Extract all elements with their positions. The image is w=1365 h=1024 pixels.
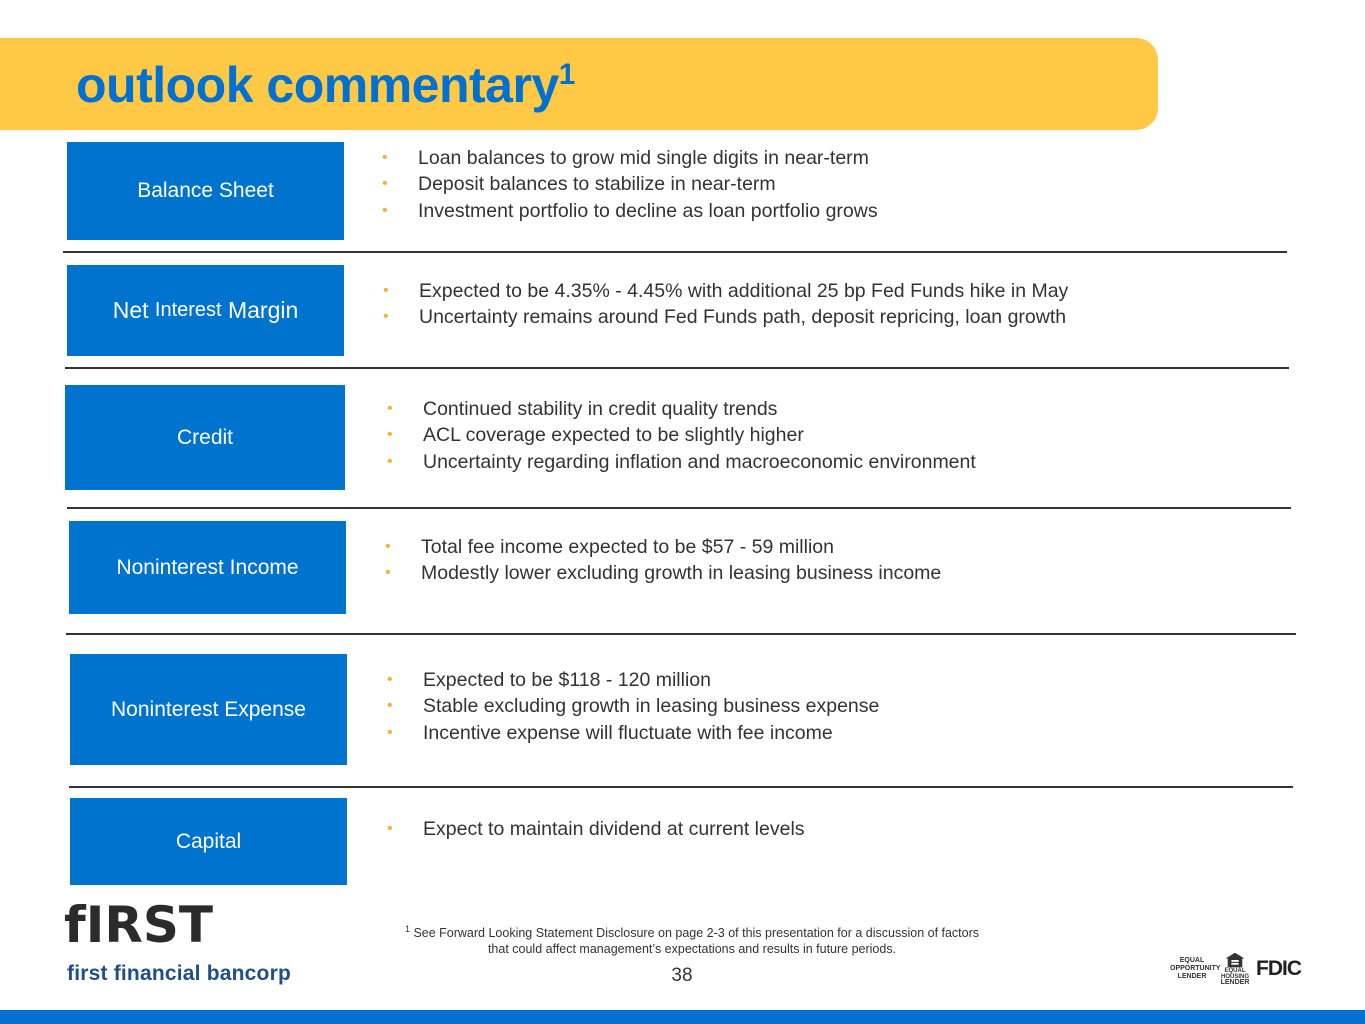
noninterest-expense-bullets	[387, 667, 879, 746]
bullet-icon: •	[383, 282, 389, 299]
footnote: $^1$ See Forward Looking Statement Disclosure on page 2-3 of this presentation for a discussion of factors that could affect management’s expectations and results in future periods.	[404, 924, 980, 957]
divider	[66, 633, 1296, 635]
bullet-icon: •	[387, 426, 393, 444]
capital-bullets	[387, 816, 805, 842]
list-item: • Expected to be $118 - 120 million	[387, 667, 879, 693]
bullet-icon: •	[385, 538, 391, 555]
section-label-net-interest-margin: Net Interest Margin	[67, 265, 344, 356]
bullet-icon: •	[387, 671, 393, 688]
list-item: • Deposit balances to stabilize in near-term	[382, 171, 878, 197]
divider	[69, 786, 1293, 788]
section-label-balance-sheet: Balance Sheet	[67, 142, 344, 240]
section-label-noninterest-expense: Noninterest Expense	[70, 654, 347, 765]
bullet-icon: •	[385, 564, 391, 582]
list-item: • Uncertainty regarding inflation and macroeconomic environment	[387, 449, 976, 475]
list-item: • Uncertainty remains around Fed Funds path, deposit repricing, loan growth	[383, 304, 1068, 330]
bullet-icon: •	[387, 697, 393, 715]
bullet-icon: •	[382, 201, 388, 219]
bottom-accent-bar	[0, 1010, 1365, 1024]
list-item: • Investment portfolio to decline as loan portfolio grows	[382, 198, 878, 224]
bullet-icon: •	[387, 400, 393, 417]
fdic-logo: FDIC	[1256, 957, 1301, 980]
divider	[63, 251, 1287, 253]
bullet-icon: •	[383, 308, 389, 326]
credit-bullets	[387, 396, 976, 475]
list-item: • Continued stability in credit quality trends	[387, 396, 976, 422]
divider	[65, 367, 1289, 369]
list-item: • Modestly lower excluding growth in leasing business income	[385, 560, 941, 586]
list-item: • Total fee income expected to be $57 - 59 million	[385, 534, 941, 560]
list-item: • Stable excluding growth in leasing business expense	[387, 693, 879, 719]
list-item: • Loan balances to grow mid single digits in near-term	[382, 145, 878, 171]
section-label-credit: Credit	[65, 385, 345, 490]
list-item: • Expected to be 4.35% - 4.45% with additional 25 bp Fed Funds hike in May	[383, 278, 1068, 304]
list-item: • ACL coverage expected to be slightly higher	[387, 422, 976, 448]
list-item: • Incentive expense will fluctuate with fee income	[387, 720, 879, 746]
divider	[67, 507, 1291, 509]
equal-opportunity-lender-badge: EQUAL OPPORTUNITY LENDER	[1170, 957, 1221, 980]
section-label-noninterest-income: Noninterest Income	[69, 521, 346, 614]
company-logo-name: first financial bancorp	[67, 962, 291, 985]
bullet-icon: •	[382, 175, 388, 193]
bullet-icon: •	[382, 149, 388, 166]
bullet-icon: •	[387, 820, 393, 837]
page-number: 38	[671, 965, 693, 986]
company-logo-mark: fIRST	[64, 896, 213, 954]
balance-sheet-bullets	[382, 145, 878, 224]
bullet-icon: •	[387, 723, 393, 741]
page-title: outlook commentary$^1$	[76, 57, 575, 113]
section-label-capital: Capital	[70, 798, 347, 885]
list-item: • Expect to maintain dividend at current levels	[387, 816, 805, 842]
net-interest-margin-bullets	[383, 278, 1068, 331]
regulatory-badges	[1170, 952, 1301, 986]
bullet-icon: •	[387, 452, 393, 470]
equal-housing-lender-icon: EQUAL HOUSING LENDER	[1220, 952, 1250, 986]
title-footnote-marker: 1	[558, 58, 575, 91]
noninterest-income-bullets	[385, 534, 941, 587]
